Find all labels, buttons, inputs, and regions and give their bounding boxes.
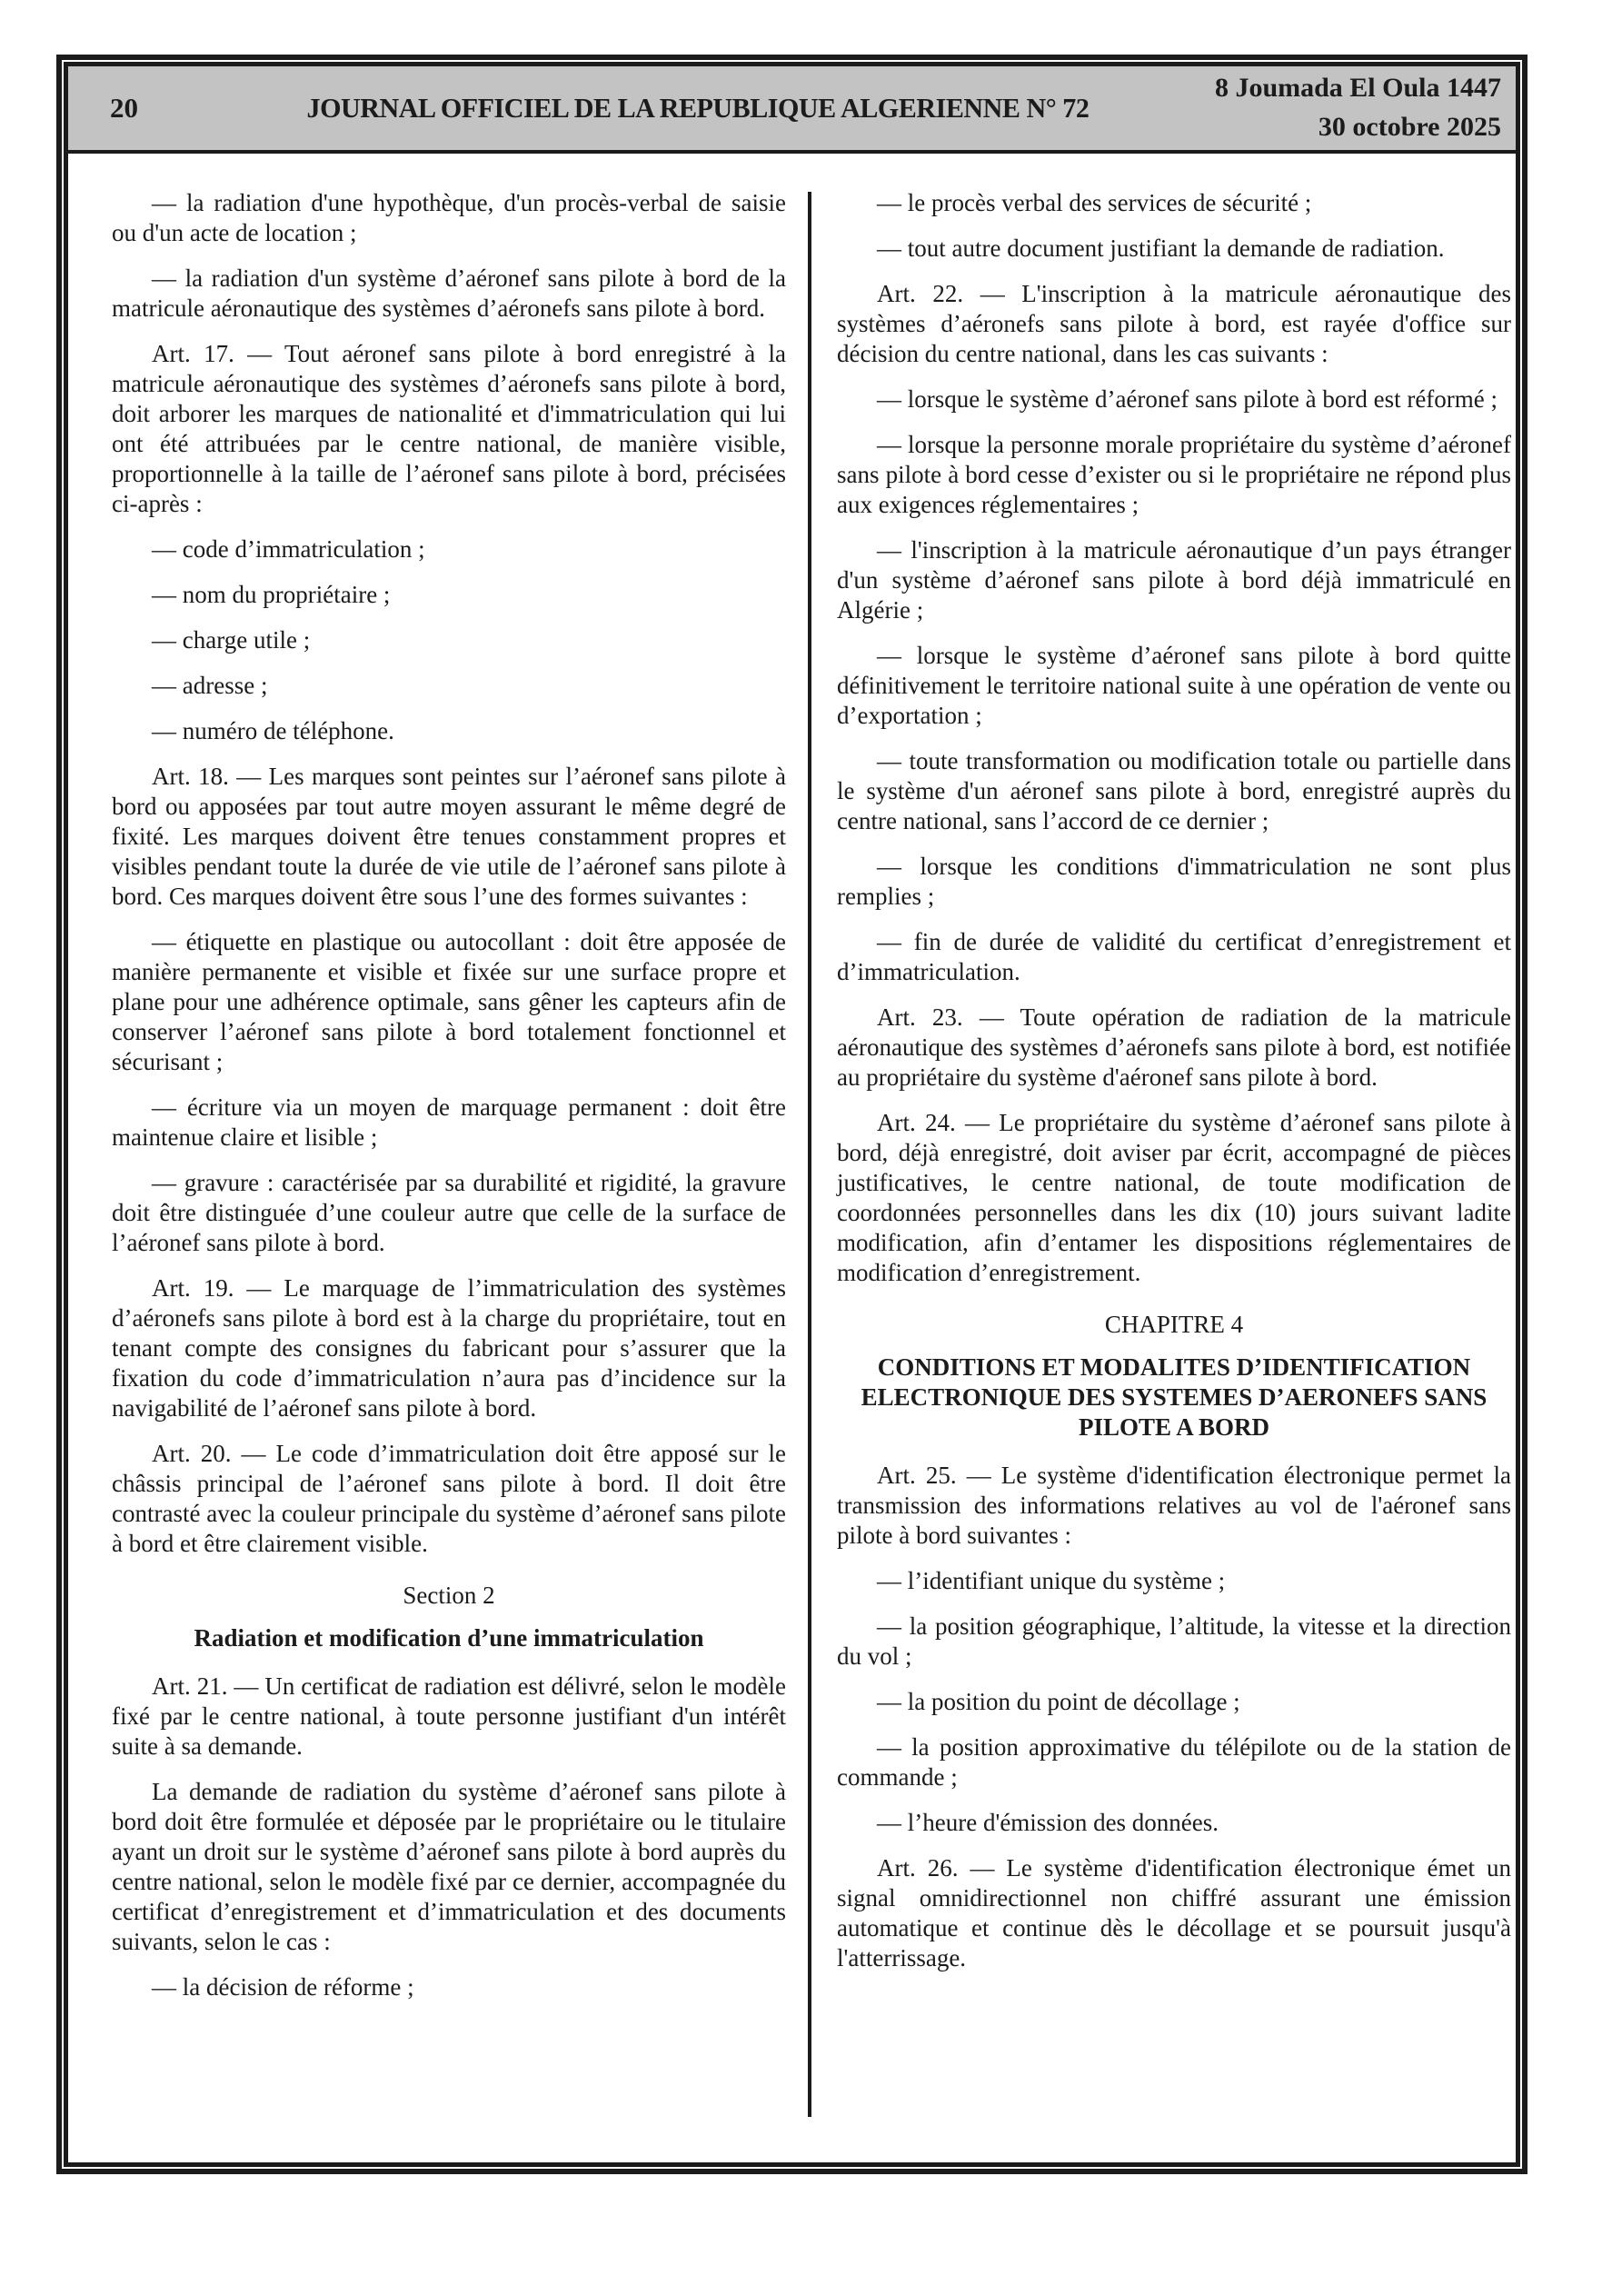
journal-title: JOURNAL OFFICIEL DE LA REPUBLIQUE ALGERIENNE N° 72 <box>306 92 1090 124</box>
section-title: Radiation et modification d’une immatriculation <box>194 1624 704 1652</box>
list-item: — étiquette en plastique ou autocollant : doit être apposée de manière permanente et visible et fixée sur une surface propre et plane pour une adhérence optimale, sans gêner les capteurs afin de conserver l’aéronef sans pilote à bord totalement fonctionnel et sécurisant ; <box>112 928 786 1075</box>
list-item: — adresse ; <box>152 672 268 699</box>
page-body <box>68 154 1516 2162</box>
list-item: — la radiation d'une hypothèque, d'un procès-verbal de saisie ou d'un acte de location ; <box>112 189 786 246</box>
list-item: — lorsque les conditions d'immatriculation ne sont plus remplies ; <box>837 853 1511 910</box>
list-item: — la décision de réforme ; <box>152 1973 414 2001</box>
list-item: — lorsque la personne morale propriétaire du système d’aéronef sans pilote à bord cesse d’exister ou si le propriétaire ne répond plus aux exigences réglementaires ; <box>837 431 1511 518</box>
page-header-band <box>68 66 1516 154</box>
list-item: — la radiation d'un système d’aéronef sans pilote à bord de la matricule aéronautique des systèmes d’aéronefs sans pilote à bord. <box>112 265 786 322</box>
list-item: — la position géographique, l’altitude, la vitesse et la direction du vol ; <box>837 1612 1511 1670</box>
section-label: Section 2 <box>403 1582 495 1609</box>
list-item: — gravure : caractérisée par sa durabilité et rigidité, la gravure doit être distinguée d’une couleur autre que celle de la surface de l’aéronef sans pilote à bord. <box>112 1169 786 1256</box>
list-item: — numéro de téléphone. <box>152 717 394 744</box>
list-item: — fin de durée de validité du certificat d’enregistrement et d’immatriculation. <box>837 928 1511 985</box>
article-paragraph: Art. 26. — Le système d'identification électronique émet un signal omnidirectionnel non chiffré assurant une émission automatique et continue dès le décollage et se poursuit jusqu'à l'atterrissage. <box>837 1854 1511 1972</box>
list-item: — l’identifiant unique du système ; <box>877 1567 1226 1594</box>
article-paragraph: Art. 25. — Le système d'identification électronique permet la transmission des informations relatives au vol de l'aéronef sans pilote à bord suivantes : <box>837 1462 1511 1549</box>
list-item: — la position approximative du télépilote ou de la station de commande ; <box>837 1733 1511 1791</box>
article-paragraph: Art. 17. — Tout aéronef sans pilote à bord enregistré à la matricule aéronautique des systèmes d’aéronefs sans pilote à bord, doit arborer les marques de nationalité et d'immatriculation qui lui ont été attribuées par le centre national, de manière visible, proportionnelle à la taille de l’aéronef sans pilote à bord, précisées ci-après : <box>112 340 786 517</box>
article-paragraph: Art. 18. — Les marques sont peintes sur l’aéronef sans pilote à bord ou apposées par tout autre moyen assurant le même degré de fixité. Les marques doivent être tenues constamment propres et visibles pendant toute la durée de vie utile de l’aéronef sans pilote à bord. Ces marques doivent être sous l’une des formes suivantes : <box>112 763 786 910</box>
section-title: CONDITIONS ET MODALITES D’IDENTIFICATION ELECTRONIQUE DES SYSTEMES D’AERONEFS SANS PILOTE A BORD <box>861 1353 1488 1441</box>
list-item: — lorsque le système d’aéronef sans pilote à bord est réformé ; <box>877 385 1498 413</box>
article-paragraph: Art. 24. — Le propriétaire du système d’aéronef sans pilote à bord, déjà enregistré, doit aviser par écrit, accompagné de pièces justificatives, le centre national, de toute modification de coordonnées personnelles dans les dix (10) jours suivant ladite modification, afin d’entamer les dispositions réglementaires de modification d’enregistrement. <box>837 1109 1511 1286</box>
article-paragraph: Art. 23. — Toute opération de radiation de la matricule aéronautique des systèmes d’aéronefs sans pilote à bord, est notifiée au propriétaire du système d'aéronef sans pilote à bord. <box>837 1003 1511 1091</box>
column-left <box>112 188 786 2162</box>
page-frame <box>56 55 1527 2174</box>
article-paragraph: Art. 20. — Le code d’immatriculation doit être apposé sur le châssis principal de l’aéronef sans pilote à bord. Il doit être contrasté avec la couleur principale du système d’aéronef sans pilote à bord et être clairement visible. <box>112 1440 786 1557</box>
list-item: — code d’immatriculation ; <box>152 535 425 563</box>
article-paragraph: Art. 22. — L'inscription à la matricule aéronautique des systèmes d’aéronefs sans pilote à bord, est rayée d'office sur décision du centre national, dans les cas suivants : <box>837 280 1511 367</box>
list-item: — nom du propriétaire ; <box>152 581 391 608</box>
list-item: — lorsque le système d’aéronef sans pilote à bord quitte définitivement le territoire national suite à une opération de vente ou d’exportation ; <box>837 642 1511 729</box>
list-item: — tout autre document justifiant la demande de radiation. <box>877 235 1445 262</box>
section-label: CHAPITRE 4 <box>1104 1311 1244 1338</box>
list-item: — l'inscription à la matricule aéronautique d’un pays étranger d'un système d’aéronef sans pilote à bord déjà immatriculé en Algérie ; <box>837 536 1511 624</box>
paragraph: La demande de radiation du système d’aéronef sans pilote à bord doit être formulée et déposée par le propriétaire ou le titulaire ayant un droit sur le système d’aéronef sans pilote à bord auprès du centre national, selon le modèle fixé par ce dernier, accompagnée du certificat d’enregistrement et d’immatriculation et des documents suivants, selon le cas : <box>112 1778 786 1955</box>
article-paragraph: Art. 19. — Le marquage de l’immatriculation des systèmes d’aéronefs sans pilote à bord est à la charge du propriétaire, tout en tenant compte des consignes du fabricant pour s’assurer que la fixation du code d’immatriculation n’aura pas d’incidence sur la navigabilité de l’aéronef sans pilote à bord. <box>112 1274 786 1422</box>
page-number: 20 <box>110 92 138 124</box>
page-inner-frame <box>64 62 1520 2167</box>
column-right <box>837 188 1511 2162</box>
date-hijri: 8 Joumada El Oula 1447 <box>1214 73 1501 104</box>
date-gregorian: 30 octobre 2025 <box>1318 112 1501 142</box>
header-dates <box>1215 69 1501 146</box>
list-item: — toute transformation ou modification totale ou partielle dans le système d'un aéronef sans pilote à bord, enregistré auprès du centre national, sans l’accord de ce dernier ; <box>837 747 1511 834</box>
list-item: — écriture via un moyen de marquage permanent : doit être maintenue claire et lisible ; <box>112 1093 786 1151</box>
list-item: — l’heure d'émission des données. <box>877 1809 1219 1836</box>
list-item: — charge utile ; <box>152 626 311 654</box>
list-item: — la position du point de décollage ; <box>877 1688 1240 1715</box>
list-item: — le procès verbal des services de sécurité ; <box>877 189 1312 216</box>
column-divider <box>808 192 811 2117</box>
article-paragraph: Art. 21. — Un certificat de radiation est délivré, selon le modèle fixé par le centre national, à toute personne justifiant d'un intérêt suite à sa demande. <box>112 1672 786 1760</box>
